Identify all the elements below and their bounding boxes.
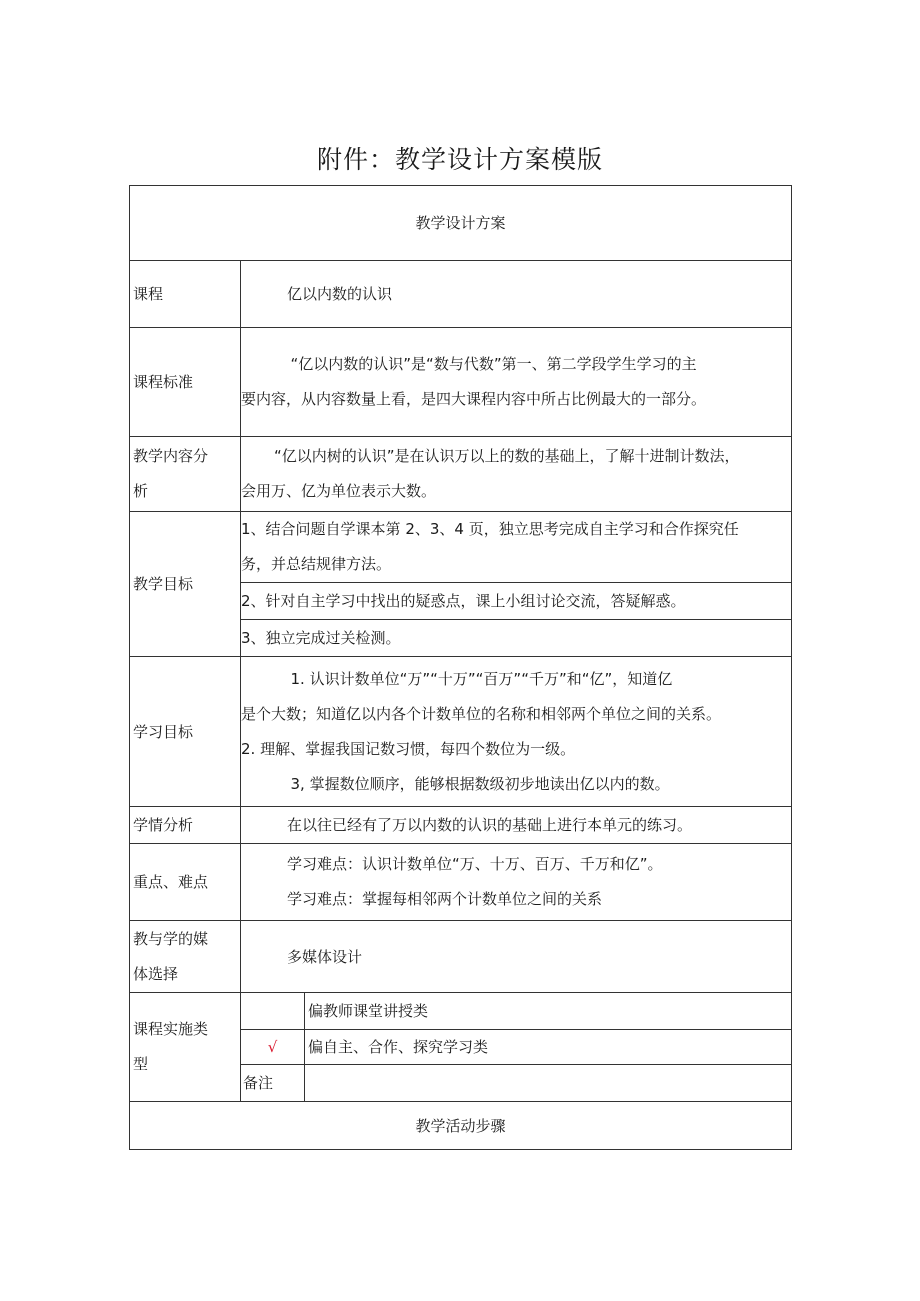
teaching-goal-2: 2、针对自主学习中找出的疑惑点，课上小组讨论交流，答疑解惑。 bbox=[241, 583, 792, 620]
remark-label: 备注 bbox=[241, 1065, 305, 1102]
standard-line: “亿以内数的认识”是“数与代数”第一、第二学段学生学习的主 bbox=[290, 355, 697, 373]
content-analysis-line: 会用万、亿为单位表示大数。 bbox=[241, 482, 437, 500]
learning-goal-line: 2. 理解、掌握我国记数习惯，每四个数位为一级。 bbox=[241, 739, 576, 758]
impl-option-check bbox=[241, 993, 305, 1030]
teaching-goals-label: 教学目标 bbox=[130, 512, 241, 657]
impl-option-text: 偏教师课堂讲授类 bbox=[305, 993, 792, 1030]
course-row bbox=[130, 261, 792, 328]
teaching-goal-line: 务，并总结规律方法。 bbox=[241, 555, 392, 573]
situation-label: 学情分析 bbox=[130, 807, 241, 844]
remark-value bbox=[305, 1065, 792, 1102]
learning-goal-line: 1. 认识计数单位“万”“十万”“百万”“千万”和“亿”，知道亿 bbox=[290, 669, 673, 688]
media-value: 多媒体设计 bbox=[241, 921, 792, 993]
content-analysis-label bbox=[130, 437, 241, 512]
course-value: 亿以内数的认识 bbox=[241, 261, 792, 328]
situation-value: 在以往已经有了万以内数的认识的基础上进行本单元的练习。 bbox=[241, 807, 792, 844]
learning-goal-line: 3, 掌握数位顺序，能够根据数级初步地读出亿以内的数。 bbox=[290, 774, 670, 793]
document-title: 附件：教学设计方案模版 bbox=[316, 145, 603, 174]
standard-line: 要内容，从内容数量上看，是四大课程内容中所占比例最大的一部分。 bbox=[241, 390, 707, 408]
lesson-plan-table bbox=[129, 185, 792, 1150]
media-label bbox=[130, 921, 241, 993]
teaching-goal-row-1 bbox=[130, 512, 792, 583]
learning-goal-line: 是个大数；知道亿以内各个计数单位的名称和相邻两个单位之间的关系。 bbox=[241, 704, 722, 723]
standard-value bbox=[241, 328, 792, 437]
key-points-label: 重点、难点 bbox=[130, 844, 241, 921]
content-analysis-value bbox=[241, 437, 792, 512]
label-line: 析 bbox=[133, 482, 149, 500]
label-line: 型 bbox=[133, 1055, 149, 1073]
media-row bbox=[130, 921, 792, 993]
standard-row bbox=[130, 328, 792, 437]
teaching-goal-1 bbox=[241, 512, 792, 583]
key-point-line: 学习难点：认识计数单位“万、十万、百万、千万和亿”。 bbox=[287, 855, 663, 873]
impl-type-label bbox=[130, 993, 241, 1102]
label-line: 教学内容分 bbox=[133, 447, 209, 465]
activity-header: 教学活动步骤 bbox=[130, 1102, 792, 1150]
table-header-row bbox=[130, 186, 792, 261]
learning-goals-label: 学习目标 bbox=[130, 657, 241, 807]
situation-row bbox=[130, 807, 792, 844]
label-line: 教与学的媒 bbox=[133, 929, 209, 948]
key-points-value bbox=[241, 844, 792, 921]
content-analysis-row bbox=[130, 437, 792, 512]
teaching-goal-line: 1、结合问题自学课本第 2、3、4 页，独立思考完成自主学习和合作探究任 bbox=[241, 520, 739, 538]
learning-goals-value bbox=[241, 657, 792, 807]
label-line: 课程实施类 bbox=[133, 1020, 209, 1038]
table-header: 教学设计方案 bbox=[130, 186, 792, 261]
activity-header-row bbox=[130, 1102, 792, 1150]
key-point-line: 学习难点：掌握每相邻两个计数单位之间的关系 bbox=[287, 890, 603, 908]
label-line: 体选择 bbox=[133, 964, 179, 983]
learning-goals-row bbox=[130, 657, 792, 807]
impl-option-text: 偏自主、合作、探究学习类 bbox=[305, 1030, 792, 1065]
impl-option-row-1 bbox=[130, 993, 792, 1030]
checkmark-icon: √ bbox=[241, 1030, 305, 1065]
content-analysis-line: “亿以内树的认识”是在认识万以上的数的基础上，了解十进制计数法， bbox=[274, 447, 740, 465]
standard-label: 课程标准 bbox=[130, 328, 241, 437]
teaching-goal-3: 3、独立完成过关检测。 bbox=[241, 620, 792, 657]
course-label: 课程 bbox=[130, 261, 241, 328]
key-points-row bbox=[130, 844, 792, 921]
